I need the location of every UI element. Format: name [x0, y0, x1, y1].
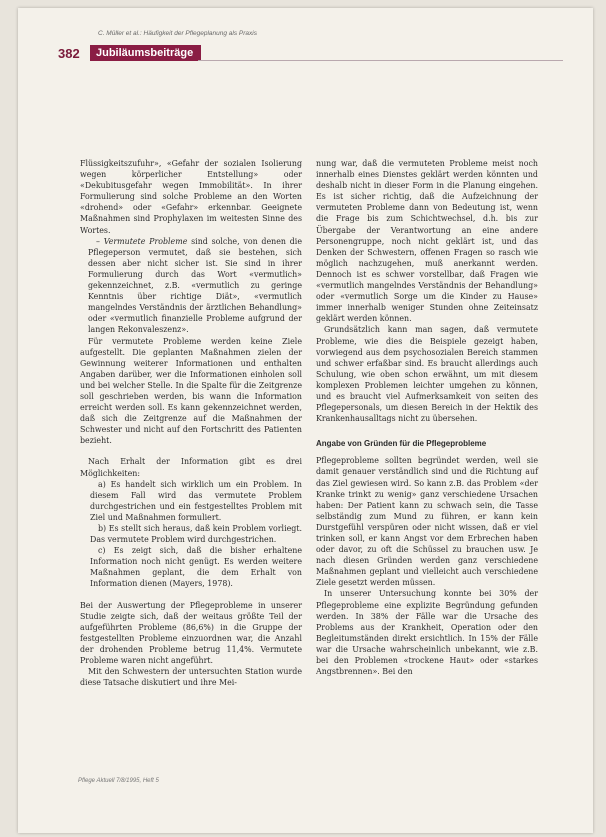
paragraph: Nach Erhalt der Information gibt es drei Möglichkeiten: — [80, 457, 302, 478]
page-number: 382 — [58, 46, 80, 61]
section-heading: Angabe von Gründen für die Pflegeprobleme — [316, 439, 487, 449]
running-head: C. Müller et al.: Häufigkeit der Pflegeplanung als Praxis — [98, 30, 257, 37]
paragraph: In unserer Untersuchung konnte bei 30% der Pflegeprobleme eine explizite Begründung gefunden werden. In 38% der Fälle war die Ursache des Problems aus der Krankheit, Operation oder den Begleitumständen direkt ersichtlich. In 15% der Fälle war die Ursache wahrscheinlich unbekannt, wie z.B. bei den Problemen «trockene Haut» oder «starkes Angstbrennen». Bei den — [316, 589, 538, 677]
dash-item-text: sind solche, von denen die Pflegeperson vermutet, daß sie bestehen, sich dessen aber nicht sicher ist. Sie sind in ihrer Formulierung durch das Wort «vermutlich» gekennzeichnet, z.B. «vermutlich zu geringe Kenntnis über richtige Diät», «vermutlich mangelndes Verständnis der ärztlichen Behandlung» oder «vermutlich finanzielle Probleme aufgrund der langen Rekonvaleszenz». — [88, 236, 302, 335]
paragraph: Flüssigkeitszufuhr», «Gefahr der sozialen Isolierung wegen körperlicher Entstellung» oder «Dekubitusgefahr wegen Immobilität». In ihrer Formulierung sind solche Probleme an den Worten «drohend» oder «Gefahr» erkennbar. Geeignete Maßnahmen sind Prophylaxen im weitesten Sinne des Wortes. — [80, 159, 302, 235]
header-rule — [198, 60, 563, 61]
dash-list-item: – Vermutete Probleme sind solche, von denen die Pflegeperson vermutet, daß sie bestehen, sich dessen aber nicht sicher ist. Sie sind in ihrer Formulierung durch das Wort «vermutlich» gekennzeichnet, z.B. «vermutlich zu geringe Kenntnis über richtige Diät», «vermutlich mangelndes Verständnis der ärztlichen Behandlung» oder «vermutlich finanzielle Probleme aufgrund der langen Rekonvaleszenz». — [88, 236, 302, 335]
right-column — [316, 158, 538, 677]
left-column — [80, 158, 302, 688]
journal-page — [18, 8, 593, 833]
section-label: Jubiläumsbeiträge — [90, 45, 201, 61]
list-item-c: c) Es zeigt sich, daß die bisher erhaltene Information noch nicht genügt. Es werden weitere Maßnahmen geplant, die dem Erhalt von Information dienen (Mayers, 1978). — [90, 546, 302, 589]
paragraph: Grundsätzlich kann man sagen, daß vermutete Probleme, wie dies die Beispiele gezeigt haben, vorwiegend aus dem psychosozialen Bereich stammen und schwer erfaßbar sind. Es braucht allerdings auch Schulung, wie oben schon erwähnt, um mit diesem komplexen Problemen leichter umgehen zu können, und es braucht viel Aufmerksamkeit von seiten des Pflegepersonals, um diesen Bereich in der Hektik des Krankenhausalltags nicht zu übersehen. — [316, 325, 538, 424]
footer: Pflege Aktuell 7/8/1995, Heft 5 — [78, 778, 159, 784]
list-item-b: b) Es stellt sich heraus, daß kein Problem vorliegt. Das vermutete Problem wird durchgestrichen. — [90, 524, 302, 545]
term-vermutete-probleme: Vermutete Probleme — [103, 236, 188, 246]
list-item-a: a) Es handelt sich wirklich um ein Problem. In diesem Fall wird das vermutete Problem durchgestrichen und ein festgestelltes Problem mit Ziel und Maßnahmen formuliert. — [90, 479, 302, 522]
paragraph: Pflegeprobleme sollten begründet werden, weil sie damit genauer verständlich sind und die Richtung auf das Ziel gewiesen wird. So kann z.B. das Problem «der Kranke trinkt zu wenig» ganz verschiedene Ursachen haben: Der Patient kann zu schwach sein, die Tasse selbständig zum Mund zu führen, er kann kein Durstgefühl verspüren oder nicht wissen, daß er viel trinken soll, er kann Angst vor dem Erbrechen haben oder davor, zu oft die Schüssel zu brauchen usw. Je nach diesen Gründen werden ganz verschiedene Maßnahmen geplant und vielleicht auch verschiedene Ziele gesetzt werden müssen. — [316, 456, 538, 588]
paragraph: Für vermutete Probleme werden keine Ziele aufgestellt. Die geplanten Maßnahmen zielen der Gewinnung weiterer Informationen und enthalten Angaben darüber, wer die Informationen einholen soll und bei welcher Stelle. In die Spalte für die Zeitgrenze soll geschrieben werden, bis wann die Information erreicht werden soll. Es kann gekennzeichnet werden, daß sich die Zeitgrenze auf die Maßnahmen der Schwester und nicht auf den Fortschritt des Patienten bezieht. — [80, 336, 302, 446]
paragraph: Mit den Schwestern der untersuchten Station wurde diese Tatsache diskutiert und ihre Mei- — [80, 667, 302, 688]
paragraph: Bei der Auswertung der Pflegeprobleme in unserer Studie zeigte sich, daß der weitaus größte Teil der aufgeführten Probleme (86,6%) in die Gruppe der festgestellten Probleme einzuordnen war, die Anzahl der drohenden Probleme betrug 11,4%. Vermutete Probleme waren nicht angeführt. — [80, 600, 302, 666]
paragraph: nung war, daß die vermuteten Probleme meist noch innerhalb eines Dienstes geklärt werden könnten und deshalb nicht in dieser Form in die Planung eingehen. Es ist sicher richtig, daß die Aufzeichnung der vermuteten Probleme dann von Bedeutung ist, wenn die Frage bis zum Schichtwechsel, d.h. bis zur Übergabe der Verantwortung an eine andere Personengruppe, noch nicht geklärt ist, und das Denken der Schwestern, offenen Fragen so rasch wie möglich nachzugehen, muß anerkannt werden. Dennoch ist es schwer vorstellbar, daß Fragen wie «vermutlich mangelndes Verständnis der Behandlung» oder «vermutlich Sorge um die Kinder zu Hause» immer innerhalb weniger Stunden ohne Zeiteinsatz geklärt werden können. — [316, 159, 538, 324]
